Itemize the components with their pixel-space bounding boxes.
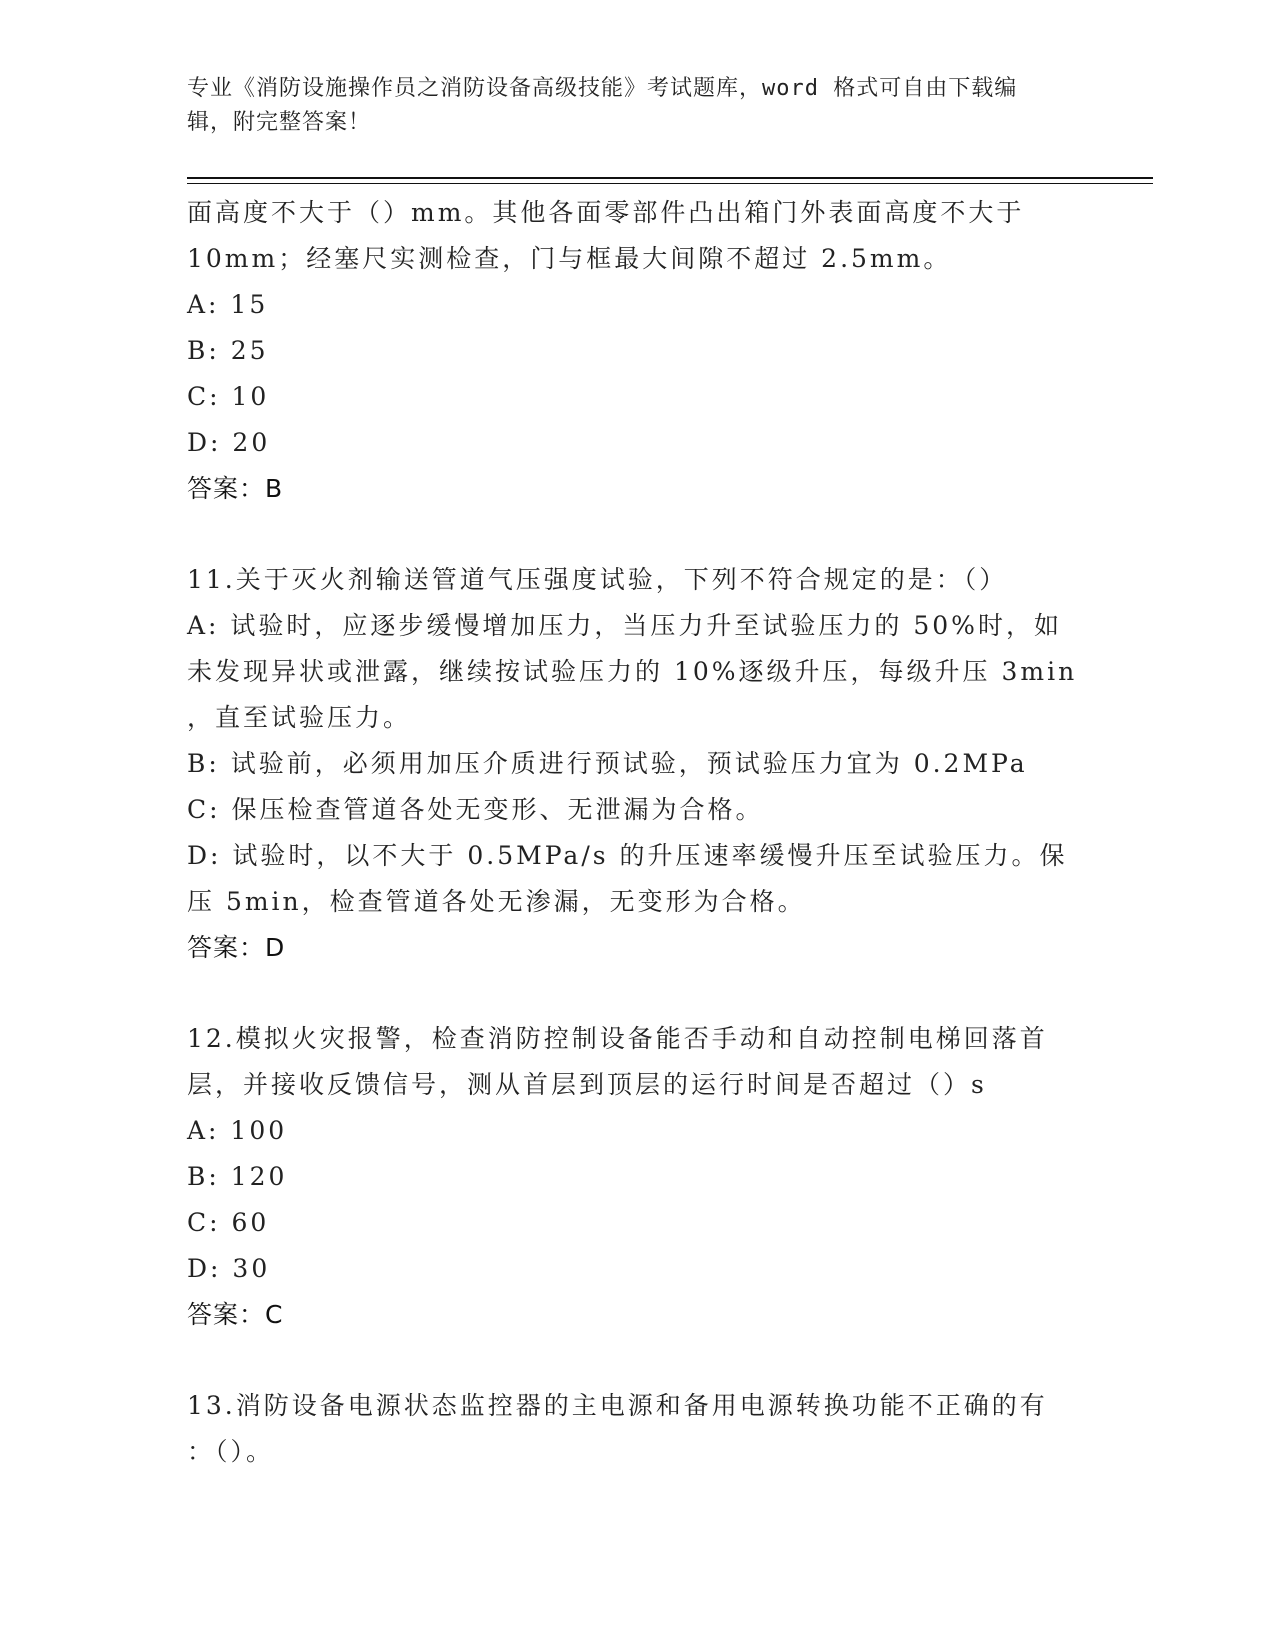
question-spacer (187, 971, 1087, 1016)
question-stem-line: 12.模拟火灾报警，检查消防控制设备能否手动和自动控制电梯回落首 (187, 1024, 1048, 1053)
question-stem-line: 10mm；经塞尺实测检查，门与框最大间隙不超过 2.5mm。 (187, 244, 952, 273)
answer-line: 答案：B (187, 474, 284, 503)
option-a: A: 100 (187, 1116, 288, 1145)
option-c: C: 60 (187, 1208, 270, 1237)
question-stem-line: 层，并接收反馈信号，测从首层到顶层的运行时间是否超过（）s (187, 1070, 987, 1099)
question-spacer (187, 1338, 1087, 1383)
question-11 (187, 557, 1087, 971)
option-c: C: 10 (187, 382, 270, 411)
option-a: A: 试验时，应逐步缓慢增加压力，当压力升至试验压力的 50%时，如 (187, 611, 1062, 640)
question-stem-line: 11.关于灭火剂输送管道气压强度试验，下列不符合规定的是：（） (187, 565, 1008, 594)
header-line-2: 辑，附完整答案！ (187, 110, 372, 135)
header-rule-thick (187, 177, 1153, 179)
question-10 (187, 190, 1087, 512)
option-a-continued: ，直至试验压力。 (187, 703, 412, 732)
option-d: D: 试验时，以不大于 0.5MPa/s 的升压速率缓慢升压至试验压力。保 (187, 841, 1068, 870)
answer-line: 答案：D (187, 933, 286, 962)
question-13 (187, 1383, 1087, 1475)
option-d-continued: 压 5min，检查管道各处无渗漏，无变形为合格。 (187, 887, 806, 916)
question-12 (187, 1016, 1087, 1338)
document-header (187, 72, 1067, 140)
question-stem-line: ：（）。 (187, 1437, 275, 1466)
option-a-continued: 未发现异状或泄露，继续按试验压力的 10%逐级升压，每级升压 3min (187, 657, 1078, 686)
question-list (187, 190, 1087, 1475)
option-b: B: 试验前，必须用加压介质进行预试验，预试验压力宜为 0.2MPa (187, 749, 1028, 778)
question-stem-line: 13.消防设备电源状态监控器的主电源和备用电源转换功能不正确的有 (187, 1391, 1048, 1420)
option-a: A: 15 (187, 290, 269, 319)
option-d: D: 20 (187, 428, 271, 457)
question-stem-line: 面高度不大于（）mm。其他各面零部件凸出箱门外表面高度不大于 (187, 198, 1025, 227)
header-line-1: 专业《消防设施操作员之消防设备高级技能》考试题库，word 格式可自由下载编 (187, 76, 1018, 101)
question-spacer (187, 512, 1087, 557)
header-rule-thin (187, 183, 1153, 184)
option-d: D: 30 (187, 1254, 271, 1283)
option-c: C: 保压检查管道各处无变形、无泄漏为合格。 (187, 795, 764, 824)
option-b: B: 120 (187, 1162, 288, 1191)
option-b: B: 25 (187, 336, 269, 365)
answer-line: 答案：C (187, 1300, 284, 1329)
